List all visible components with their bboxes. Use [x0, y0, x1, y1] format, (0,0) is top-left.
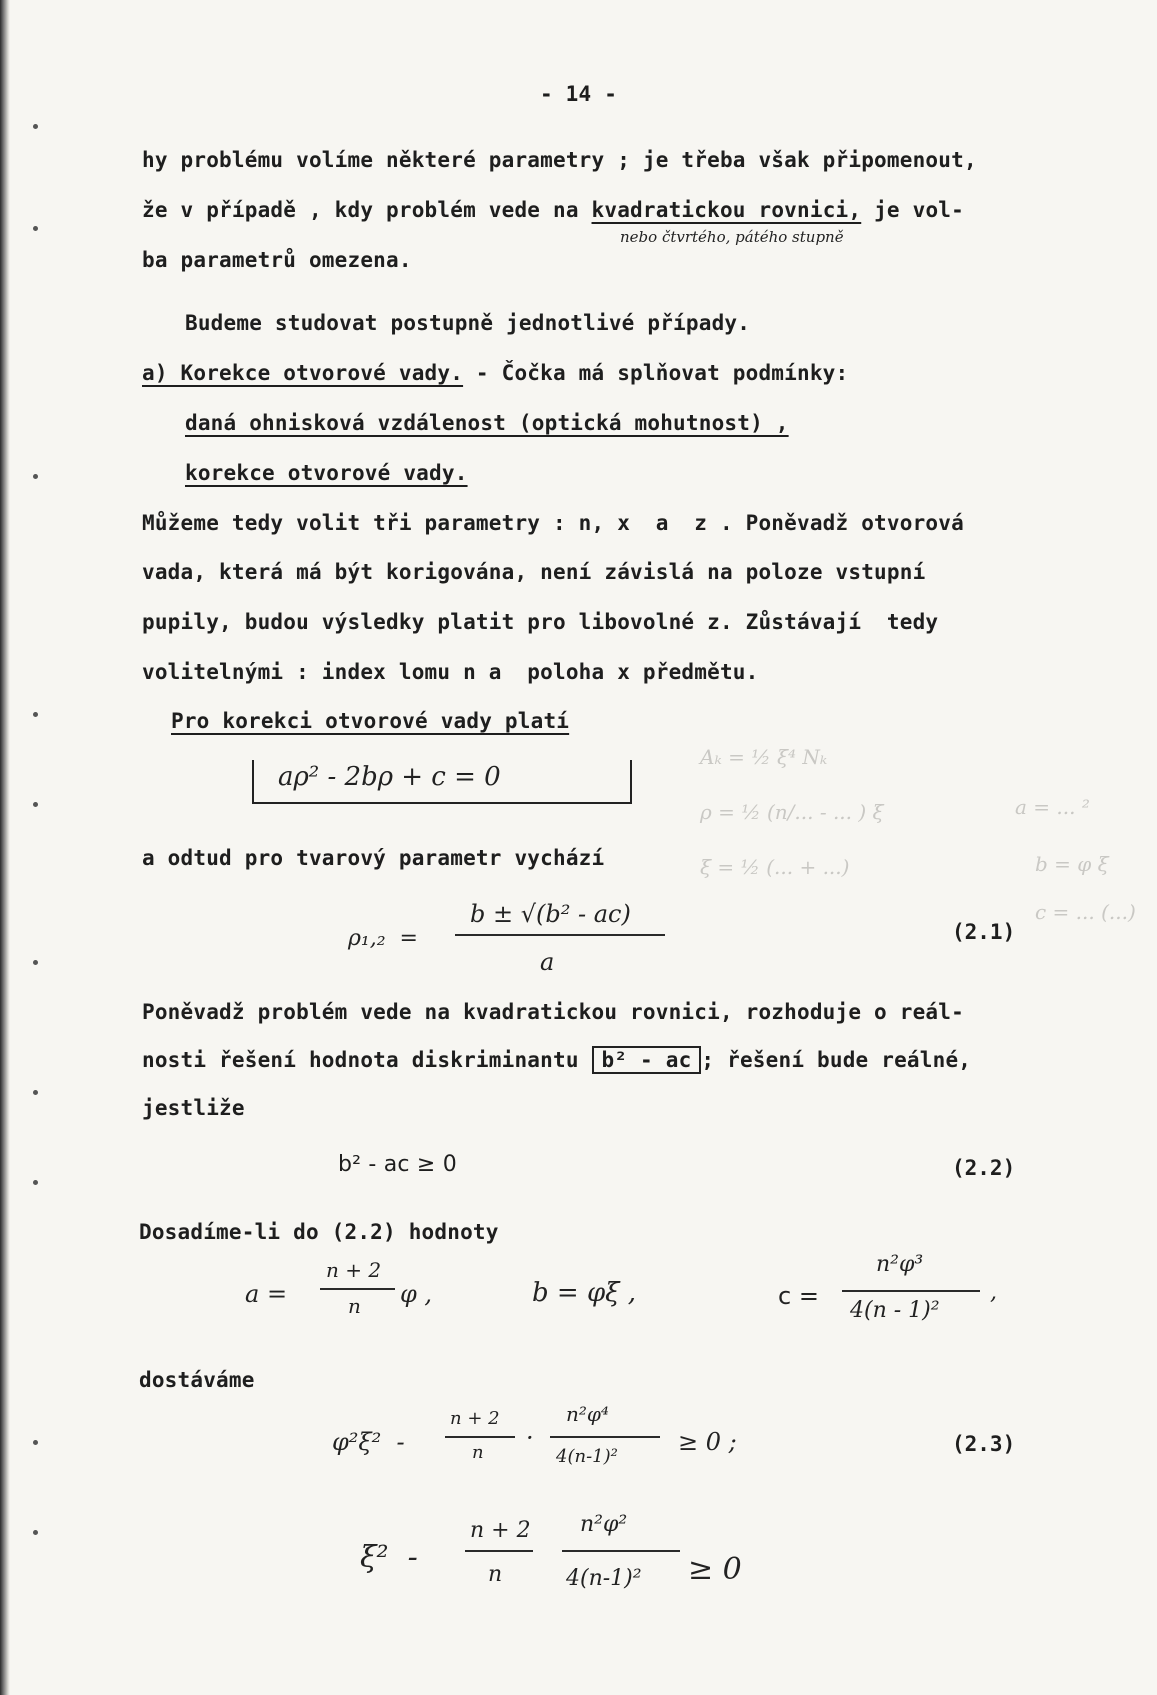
- binder-dot: [33, 226, 38, 231]
- a-numerator: n + 2: [326, 1258, 382, 1282]
- binder-dot: [33, 1090, 38, 1095]
- a-denominator: n: [348, 1294, 361, 1318]
- section-heading-line: a) Korekce otvorové vady. - Čočka má splňovat podmínky:: [142, 361, 849, 385]
- eq21-denominator: a: [540, 948, 555, 976]
- handwritten-margin-note: nebo čtvrtého, pátého stupně: [620, 228, 844, 246]
- equation-number: (2.1): [952, 920, 1016, 944]
- boxed-equation: [252, 760, 632, 804]
- eq23-tail: ≥ 0 ;: [678, 1428, 737, 1456]
- eqh-f2-denominator: 4(n-1)²: [566, 1566, 642, 1591]
- c-tail: ,: [990, 1280, 997, 1305]
- c-lhs: c =: [778, 1282, 819, 1310]
- equation-quadratic: aρ² - 2bρ + c = 0: [278, 762, 501, 792]
- fraction-bar: [445, 1436, 515, 1438]
- eq23-lead: φ²ξ² -: [332, 1428, 405, 1456]
- eq23-f2-denominator: 4(n-1)²: [556, 1446, 618, 1467]
- c-denominator: 4(n - 1)²: [850, 1298, 940, 1323]
- eqh-f1-numerator: n + 2: [470, 1518, 531, 1543]
- eq23-dot: ·: [526, 1424, 534, 1452]
- binder-dot: [33, 1440, 38, 1445]
- text-line-10: pupily, budou výsledky platit pro libovolné z. Zůstávají tedy: [142, 610, 939, 634]
- text-line-16: jestliže: [142, 1096, 245, 1120]
- eq23-f2-numerator: n²φ⁴: [566, 1402, 609, 1426]
- eq23-f1-numerator: n + 2: [450, 1408, 500, 1429]
- text-line-9: vada, která má být korigována, není závislá na poloze vstupní: [142, 560, 926, 584]
- text-line-4: Budeme studovat postupně jednotlivé případy.: [185, 311, 751, 335]
- condition-2: korekce otvorové vady.: [185, 461, 468, 485]
- fraction-bar: [455, 934, 665, 936]
- condition-1: daná ohnisková vzdálenost (optická mohutnost) ,: [185, 411, 789, 435]
- binder-dot: [33, 712, 38, 717]
- text-line-1: hy problému volíme některé parametry ; je třeba však připomenout,: [142, 148, 977, 172]
- text-line-2: že v případě , kdy problém vede na kvadratickou rovnici, je vol-: [142, 198, 964, 222]
- eqh-lead: ξ² -: [360, 1540, 418, 1575]
- text-line-15: nosti řešení hodnota diskriminantu b² - ac ; řešení bude reálné,: [142, 1048, 972, 1072]
- faint-pencil-note: b = φ ξ: [1035, 852, 1109, 876]
- binder-dot: [33, 124, 38, 129]
- binder-dot: [33, 1530, 38, 1535]
- faint-pencil-note: Aₖ = ½ ξ⁴ Nₖ: [700, 745, 828, 769]
- a-tail: φ ,: [400, 1280, 433, 1308]
- fraction-bar: [562, 1550, 680, 1552]
- eq22-expression: b² - ac ≥ 0: [338, 1152, 457, 1177]
- faint-pencil-note: ξ = ½ (... + ...): [700, 855, 850, 879]
- b-expression: b = φξ ,: [532, 1278, 637, 1308]
- equation-number: (2.2): [952, 1156, 1016, 1180]
- page-number: - 14 -: [540, 82, 618, 106]
- binder-dot: [33, 802, 38, 807]
- faint-pencil-note: ρ = ½ (n/... - ... ) ξ: [700, 800, 884, 824]
- eq23-f1-denominator: n: [472, 1442, 484, 1463]
- fraction-bar: [842, 1290, 980, 1292]
- boxed-discriminant: b² - ac: [592, 1046, 702, 1074]
- binder-dot: [33, 1180, 38, 1185]
- equation-number: (2.3): [952, 1432, 1016, 1456]
- text-line-17: Dosadíme-li do (2.2) hodnoty: [139, 1220, 499, 1244]
- underlined-phrase: kvadratickou rovnici,: [591, 198, 862, 222]
- page-edge-shadow: [0, 0, 10, 1695]
- fraction-bar: [320, 1288, 395, 1290]
- eqh-tail: ≥ 0: [688, 1552, 742, 1587]
- binder-dot: [33, 960, 38, 965]
- c-numerator: n²φ³: [876, 1252, 924, 1277]
- fraction-bar: [465, 1550, 533, 1552]
- eqh-f2-numerator: n²φ²: [580, 1512, 628, 1537]
- faint-pencil-note: c = ... (...): [1035, 900, 1136, 924]
- text-line-18: dostáváme: [139, 1368, 255, 1392]
- section-heading: a) Korekce otvorové vady.: [142, 361, 464, 385]
- text-line-14: Poněvadž problém vede na kvadratickou rovnici, rozhoduje o reál-: [142, 1000, 964, 1024]
- faint-pencil-note: a = ... ²: [1015, 795, 1090, 819]
- text-line-8: Můžeme tedy volit tři parametry : n, x a z . Poněvadž otvorová: [142, 511, 964, 535]
- a-lhs: a =: [245, 1280, 288, 1308]
- eqh-f1-denominator: n: [488, 1562, 503, 1587]
- eq21-numerator: b ± √(b² - ac): [470, 900, 631, 928]
- binder-dot: [33, 474, 38, 479]
- fraction-bar: [550, 1436, 660, 1438]
- text-line-12: Pro korekci otvorové vady platí: [171, 709, 570, 733]
- eq21-lhs: ρ₁,₂ =: [348, 926, 418, 951]
- text-line-11: volitelnými : index lomu n a poloha x předmětu.: [142, 660, 759, 684]
- text-line-3: ba parametrů omezena.: [142, 248, 412, 272]
- text-line-13: a odtud pro tvarový parametr vychází: [142, 846, 605, 870]
